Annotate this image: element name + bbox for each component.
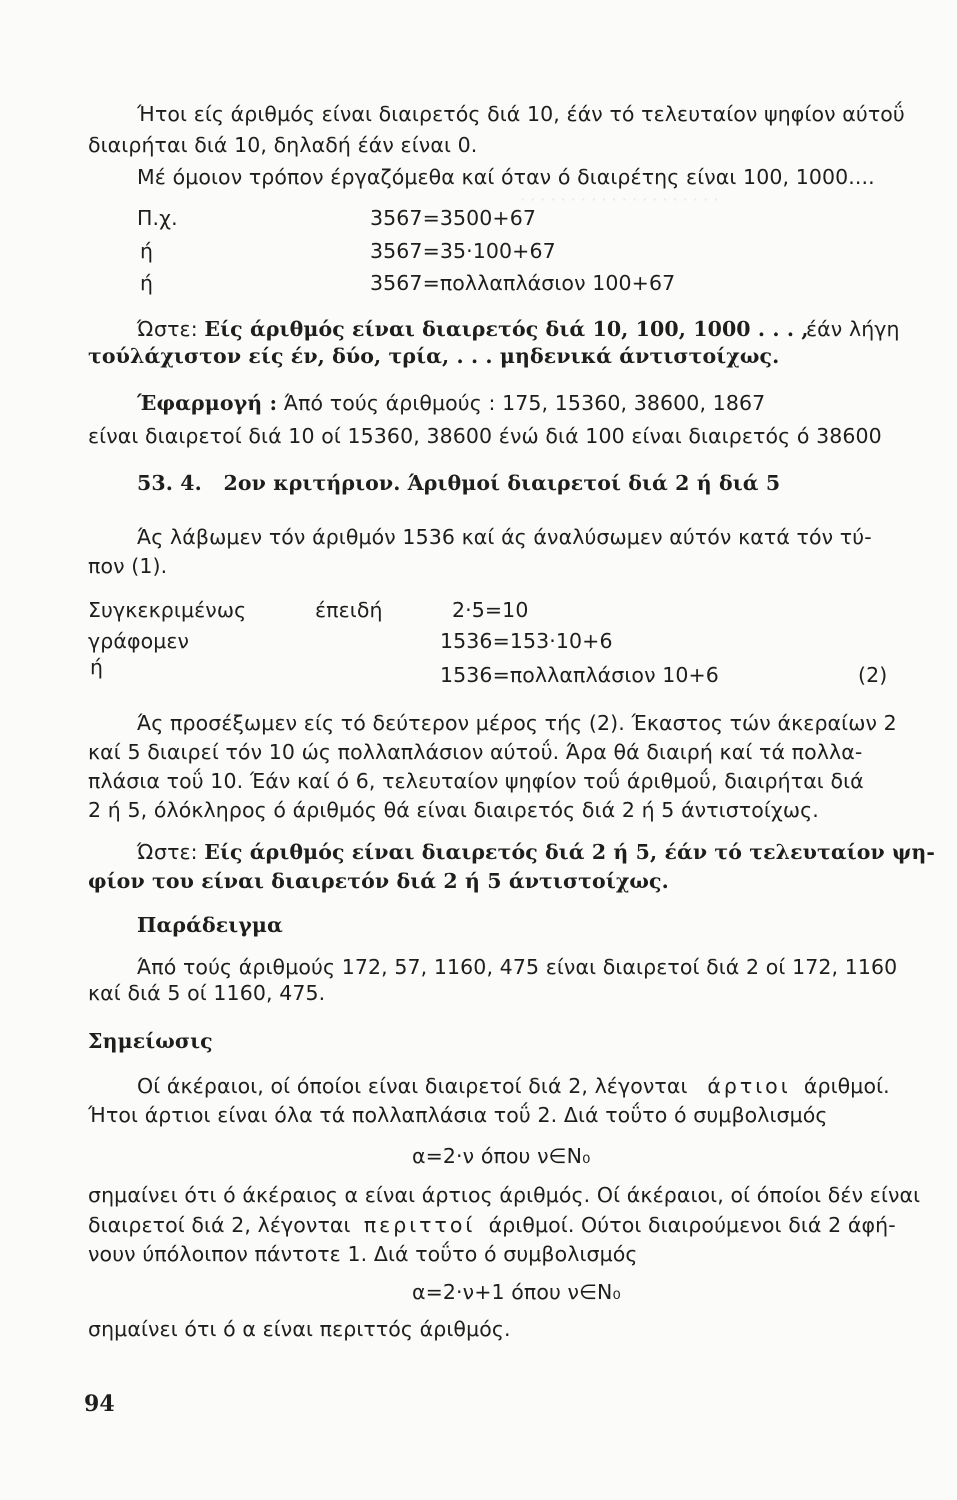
text-line: καί 5 διαιρεί τόν 10 ώς πολλαπλάσιον αύτοΰ. Άρα θά διαιρή καί τά πολλα-: [88, 740, 863, 764]
equation: 1536=153·10+6: [440, 629, 613, 653]
rule-line: [137, 839, 935, 865]
text-line: διαιρήται διά 10, δηλαδή έάν είναι 0.: [88, 133, 478, 157]
text-line: Συγκεκριμένως: [88, 598, 247, 622]
rule-text: φίον του είναι διαιρετόν διά 2 ή 5 άντιστοίχως.: [88, 869, 669, 893]
rule-text: Είς άριθμός είναι διαιρετός διά 2 ή 5, έάν τό τελευταίον ψη-: [204, 840, 935, 864]
text-line: Ήτοι άρτιοι είναι όλα τά πολλαπλάσια τοΰ 2. Διά τοΰτο ό συμβολισμός: [88, 1103, 828, 1127]
text-segment: άριθμοί. Ούτοι διαιρούμενοι διά 2 άφή-: [488, 1213, 896, 1237]
application-line: [137, 390, 765, 416]
text-line: σημαίνει ότι ό α είναι περιττός άριθμός.: [88, 1317, 511, 1341]
text-line: Ήτοι είς άριθμός είναι διαιρετός διά 10, έάν τό τελευταίον ψηφίον αύτοΰ: [137, 102, 905, 126]
section-subtitle: Άριθμοί διαιρετοί διά 2 ή διά 5: [407, 471, 781, 495]
rule-text: τούλάχιστον είς έν, δύο, τρία, . . . μηδενικά άντιστοίχως.: [88, 344, 780, 368]
note-heading: Σημείωσις: [88, 1029, 213, 1053]
text-segment: Οί άκέραιοι, οί όποίοι είναι διαιρετοί διά 2, λέγονται: [137, 1074, 688, 1098]
equation: 3567=πολλαπλάσιον 100+67: [370, 271, 676, 295]
or-word: ή: [140, 271, 154, 295]
example-label: Π.χ.: [137, 206, 178, 230]
text-segment: διαιρετοί διά 2, λέγονται: [88, 1213, 351, 1237]
rule-line: [137, 316, 809, 342]
show-through-text: · · · · · · · · · · · · · · · · · · · ·: [520, 190, 719, 209]
section-number: 53. 4.: [137, 471, 202, 495]
equation-tag: (2): [858, 663, 888, 687]
or-word: ή: [140, 239, 154, 263]
equation: 3567=35·100+67: [370, 239, 556, 263]
application-text: Άπό τούς άριθμούς : 175, 15360, 38600, 1867: [283, 391, 766, 415]
formula: α=2·ν+1 όπου ν∈N₀: [412, 1280, 621, 1304]
section-title: 2ον κριτήριον.: [223, 471, 401, 495]
rule-lead: Ώστε:: [137, 317, 198, 341]
formula: α=2·ν όπου ν∈N₀: [412, 1144, 591, 1168]
text-segment: άριθμοί.: [803, 1074, 890, 1098]
application-lead: Έφαρμογή :: [137, 391, 278, 415]
text-line: Μέ όμοιον τρόπον έργαζόμεθα καί όταν ό διαιρέτης είναι 100, 1000....: [137, 165, 875, 189]
rule-lead: Ώστε:: [137, 840, 198, 864]
text-line: καί διά 5 οί 1160, 475.: [88, 981, 326, 1005]
example-heading: Παράδειγμα: [137, 913, 283, 937]
text-line: Άς λάβωμεν τόν άριθμόν 1536 καί άς άναλύσωμεν αύτόν κατά τόν τύ-: [137, 525, 872, 549]
rule-tail: έάν λήγη: [806, 317, 900, 341]
text-line: πον (1).: [88, 554, 168, 578]
equation: 2·5=10: [452, 598, 529, 622]
rule-text: Είς άριθμός είναι διαιρετός διά 10, 100, 1000 . . . ,: [204, 317, 809, 341]
text-line: νουν ύπόλοιπον πάντοτε 1. Διά τοΰτο ό συμβολισμός: [88, 1242, 638, 1266]
text-line: 2 ή 5, όλόκληρος ό άριθμός θά είναι διαιρετός διά 2 ή 5 άντιστοίχως.: [88, 798, 819, 822]
text-line: είναι διαιρετοί διά 10 οί 15360, 38600 ένώ διά 100 είναι διαιρετός ό 38600: [88, 424, 882, 448]
or-word: ή: [90, 655, 104, 679]
page-number: 94: [84, 1391, 115, 1417]
text-line: [137, 1073, 890, 1099]
spaced-term: περιττοί: [363, 1213, 476, 1237]
equation: 3567=3500+67: [370, 206, 536, 230]
equation: 1536=πολλαπλάσιον 10+6: [440, 663, 719, 687]
spaced-term: άρτιοι: [707, 1074, 791, 1098]
text-line: [88, 1212, 896, 1238]
text-line: έπειδή: [315, 598, 383, 622]
text-line: γράφομεν: [88, 629, 190, 653]
text-line: Άς προσέξωμεν είς τό δεύτερον μέρος τής (2). Έκαστος τών άκεραίων 2: [137, 711, 897, 735]
section-heading: [137, 470, 780, 496]
text-line: σημαίνει ότι ό άκέραιος α είναι άρτιος άριθμός. Οί άκέραιοι, οί όποίοι δέν είναι: [88, 1183, 921, 1207]
text-line: πλάσια τοΰ 10. Έάν καί ό 6, τελευταίον ψηφίον τοΰ άριθμοΰ, διαιρήται διά: [88, 769, 864, 793]
text-line: Άπό τούς άριθμούς 172, 57, 1160, 475 είναι διαιρετοί διά 2 οί 172, 1160: [137, 955, 898, 979]
